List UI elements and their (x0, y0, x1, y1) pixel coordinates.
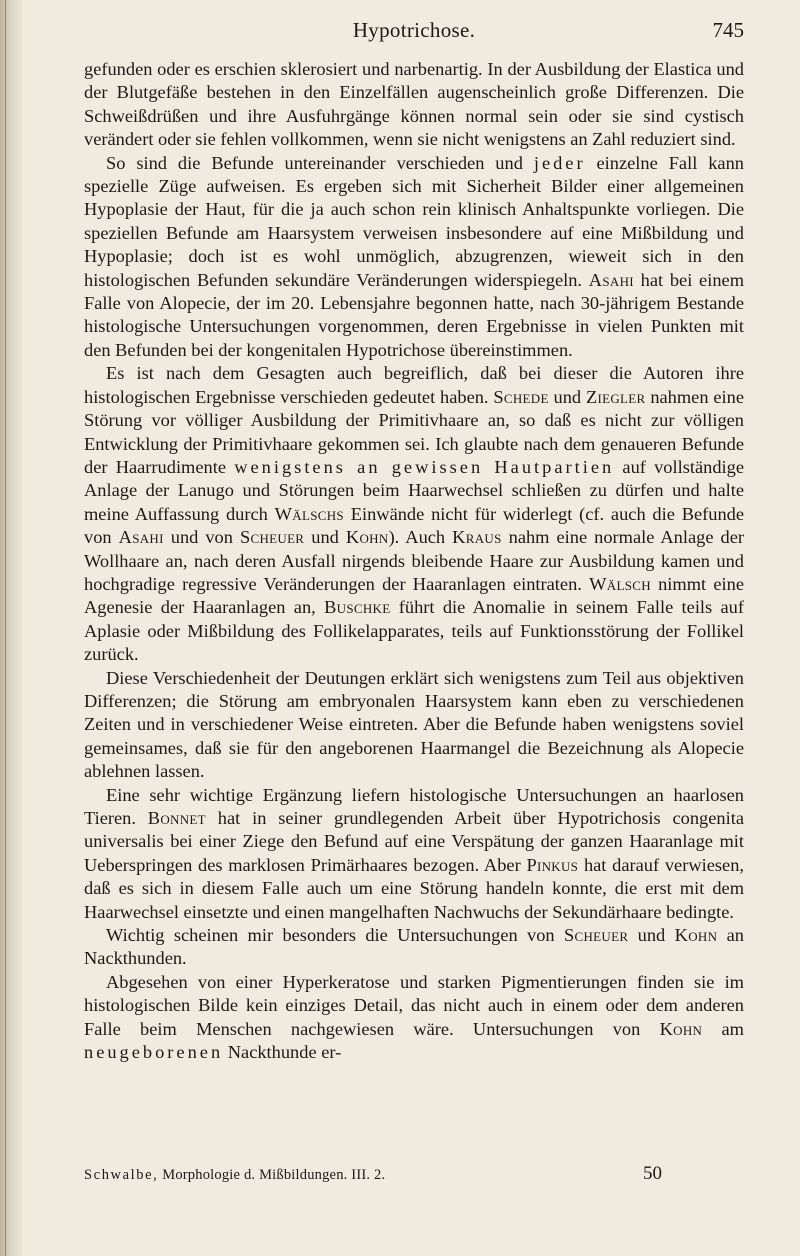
paragraph: Diese Verschiedenheit der Deutungen erklärt sich wenigstens zum Teil aus objektiven Differenzen; die Störung am embryonalen Haarsystem kann eben zu verschiedenen Zeiten und in verschiedener Weise eintreten. Aber die Befunde haben wenigstens soviel gemeinsames, daß sie für den angeborenen Haarmangel die Bezeichnung als Alopecie ablehnen lassen. (84, 667, 744, 782)
author-name: Schwalbe, (84, 1167, 159, 1183)
paragraph: Wichtig scheinen mir besonders die Untersuchungen von Scheuer und Kohn an Nackthunden. (84, 925, 744, 969)
running-head: Hypotrichose. (352, 18, 476, 42)
paragraph: Es ist nach dem Gesagten auch begreiflich, daß bei dieser die Autoren ihre histologischen Ergebnisse verschieden gedeutet haben. Schede und Ziegler nahmen eine Störung vor völliger Ausbildung der Primitivhaare an, so daß es nicht zur völligen Entwicklung der Primitivhaare gekommen sei. Ich glaubte nach dem genaueren Befunde der Haarrudimente wenigstens an gewissen Hautpartien auf vollständige Anlage der Lanugo und Störungen beim Haarwechsel schließen zu dürfen und halte meine Auffassung durch Wälschs Einwände nicht für widerlegt (cf. auch die Befunde von Asahi und von Scheuer und Kohn). Auch Kraus nahm eine normale Anlage der Wollhaare an, nach deren Ausfall nirgends bleibende Haare zur Ausbildung kamen und hochgradige regressive Veränderungen der Haaranlagen eintraten. Wälsch nimmt eine Agenesie der Haaranlagen an, Buschke führt die Anomalie in seinem Falle teils auf Aplasie oder Mißbildung des Follikelapparates, teils auf Funktionsstörung der Follikel zurück. (84, 363, 745, 665)
page-binding-edge (5, 0, 6, 1256)
paragraph: Abgesehen von einer Hyperkeratose und starken Pigmentierungen finden sie im histologischen Bilde kein einziges Detail, das nicht auch in einem oder dem anderen Falle beim Menschen nachgewiesen wäre. Untersuchungen von Kohn am neugeborenen Nackthunde er- (84, 971, 744, 1063)
body-text (84, 58, 744, 1064)
series-title: Morphologie d. Mißbildungen. (162, 1167, 348, 1183)
signature-mark: 50 (643, 1163, 662, 1184)
paragraph: So sind die Befunde untereinander verschieden und jeder einzelne Fall kann spezielle Züge aufweisen. Es ergeben sich mit Sicherheit Bilder einer allgemeinen Hypoplasie der Haut, für die ja auch schon rein klinisch Anhaltspunkte vorliegen. Die speziellen Befunde am Haarsystem verweisen insbesondere auf eine Mißbildung und Hypoplasie; doch ist es wohl unmöglich, abzugrenzen, wieweit sich in den histologischen Befunden sekundäre Veränderungen widerspiegeln. Asahi hat bei einem Falle von Alopecie, der im 20. Lebensjahre begonnen hatte, nach 30-jährigem Bestande histologische Untersuchungen vorgenommen, deren Ergebnisse in vielen Punkten mit den Befunden bei der kongenitalen Hypotrichose übereinstimmen. (84, 152, 744, 360)
page-header (84, 18, 744, 48)
book-signature-line (84, 1167, 385, 1184)
paragraph: gefunden oder es erschien sklerosiert und narbenartig. In der Ausbildung der Elastica und der Blutgefäße bestehen in den Einzelfällen augenscheinlich große Differenzen. Die Schweißdrüßen und ihre Ausfuhrgänge können normal sein oder sie sind cystisch verändert oder sie fehlen vollkommen, wenn sie nicht wenigstens an Zahl reduziert sind. (84, 59, 744, 150)
page-footer (84, 1163, 744, 1187)
book-spine-shadow (0, 0, 22, 1256)
paragraph: Eine sehr wichtige Ergänzung liefern histologische Untersuchungen an haarlosen Tieren. Bonnet hat in seiner grundlegenden Arbeit über Hypotrichosis congenita universalis bei einer Ziege den Befund auf eine Verspätung der ganzen Haaranlage mit Ueberspringen des marklosen Primärhaares bezogen. Aber Pinkus hat darauf verwiesen, daß es sich in diesem Falle auch um eine Störung handeln konnte, die erst mit dem Haarwechsel einsetzte und einen mangelhaften Nachwuchs der Sekundärhaare bedingte. (84, 784, 744, 922)
page-number: 745 (712, 18, 744, 42)
volume-label: III. 2. (351, 1167, 386, 1183)
